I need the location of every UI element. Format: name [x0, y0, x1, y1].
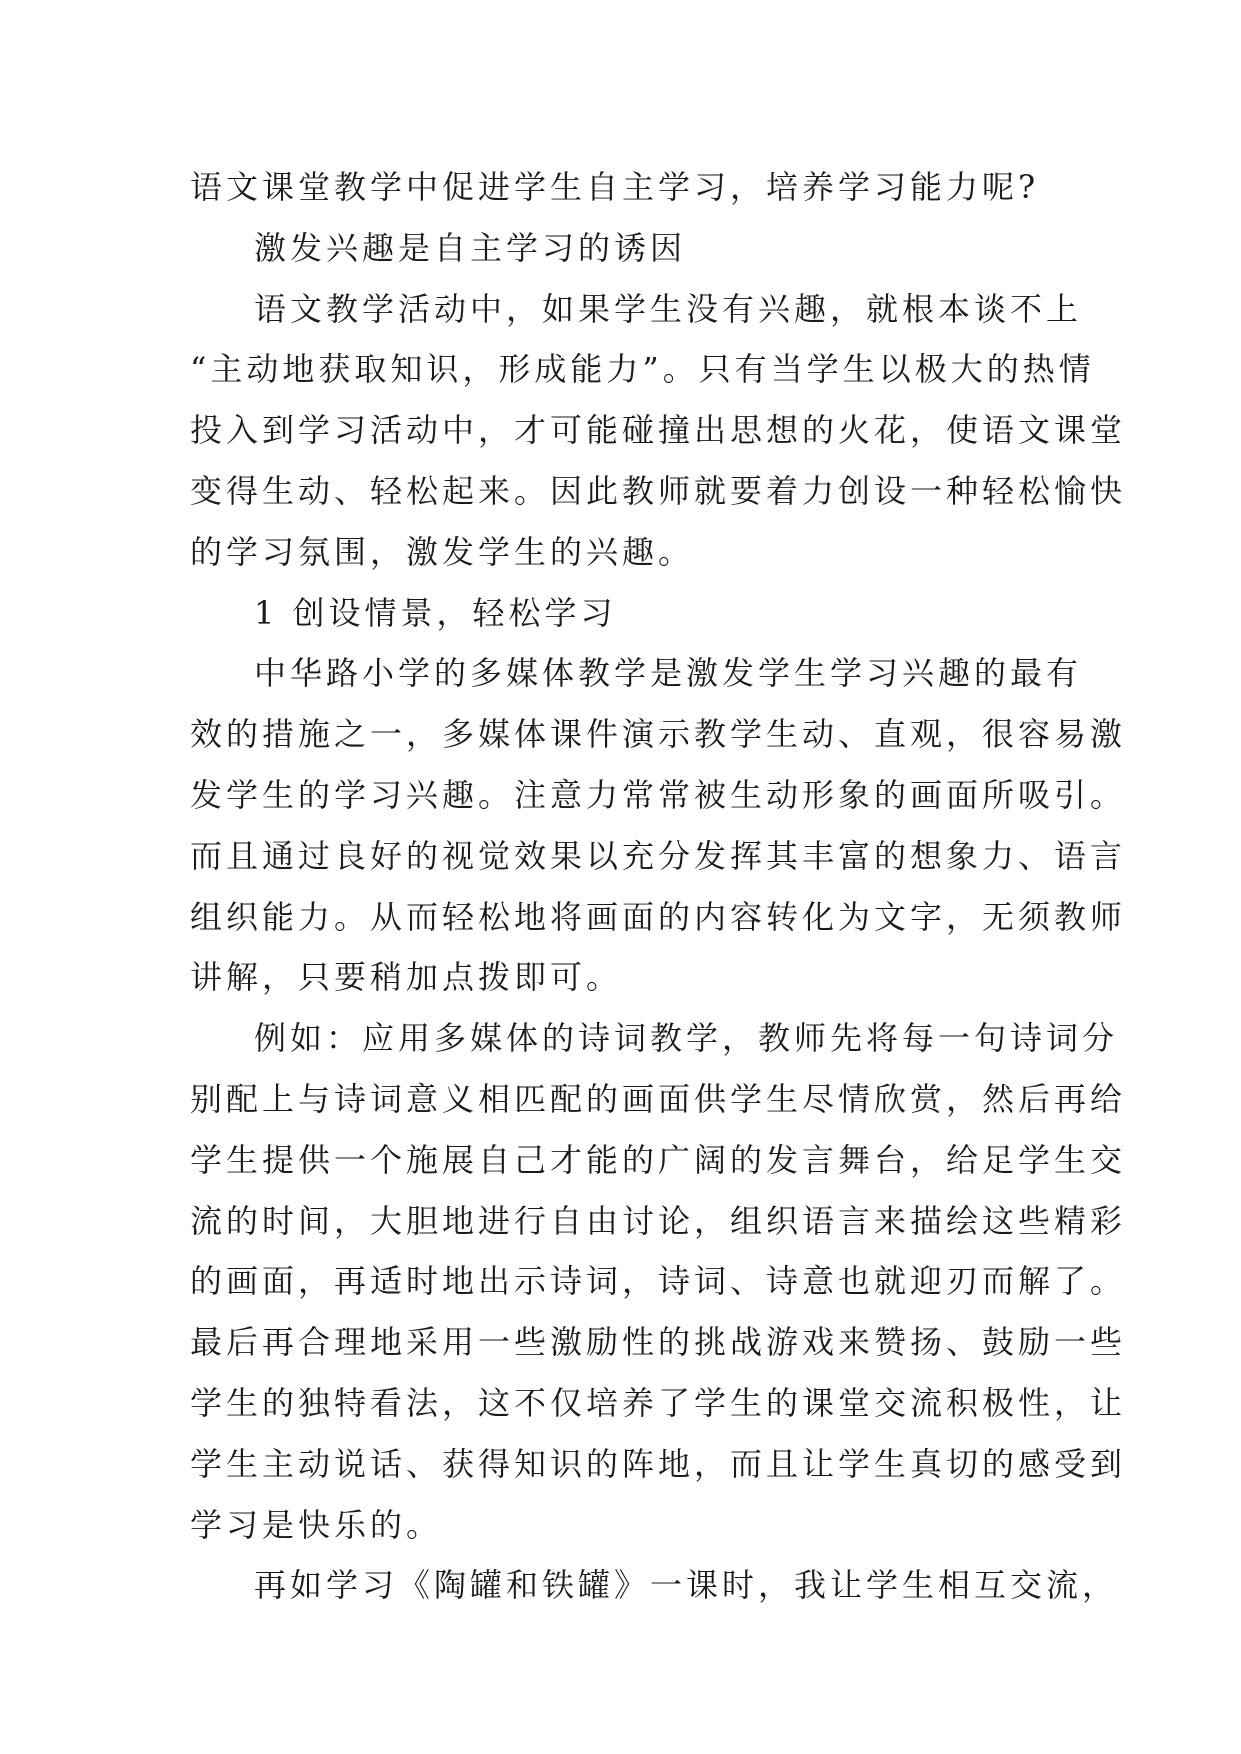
text-line: 学生的独特看法，这不仅培养了学生的课堂交流积极性，让: [190, 1383, 1127, 1422]
text-line: 而且通过良好的视觉效果以充分发挥其丰富的想象力、语言: [190, 836, 1127, 875]
body-text: [190, 157, 1127, 1616]
text-line: 变得生动、轻松起来。因此教师就要着力创设一种轻松愉快: [190, 471, 1127, 510]
text-line: 语文课堂教学中促进学生自主学习，培养学习能力呢?: [190, 168, 1040, 206]
text-line: “主动地获取知识，形成能力”。只有当学生以极大的热情: [190, 350, 1095, 389]
text-line: 中华路小学的多媒体教学是激发学生学习兴趣的最有: [254, 654, 1083, 693]
text-line: 学习是快乐的。: [190, 1505, 443, 1544]
text-line: 例如：应用多媒体的诗词教学，教师先将每一句诗词分: [254, 1019, 1119, 1058]
text-line: 最后再合理地采用一些激励性的挑战游戏来赞扬、鼓励一些: [190, 1323, 1127, 1362]
text-line: 投入到学习活动中，才可能碰撞出思想的火花，使语文课堂: [190, 411, 1127, 450]
text-line: 流的时间，大胆地进行自由讨论，组织语言来描绘这些精彩: [190, 1201, 1127, 1240]
text-line: 别配上与诗词意义相匹配的画面供学生尽情欣赏，然后再给: [190, 1079, 1127, 1118]
text-line: 讲解，只要稍加点拨即可。: [190, 958, 623, 997]
text-line: 效的措施之一，多媒体课件演示教学生动、直观，很容易激: [190, 715, 1127, 754]
text-line: 学生主动说话、获得知识的阵地，而且让学生真切的感受到: [190, 1444, 1127, 1483]
text-line: 组织能力。从而轻松地将画面的内容转化为文字，无须教师: [190, 897, 1127, 936]
text-line: 的学习氛围，激发学生的兴趣。: [190, 532, 695, 571]
text-line: 语文教学活动中，如果学生没有兴趣，就根本谈不上: [254, 289, 1083, 328]
text-line: 发学生的学习兴趣。注意力常常被生动形象的画面所吸引。: [190, 775, 1127, 814]
text-line: 1 创设情景，轻松学习: [254, 593, 617, 632]
text-line: 再如学习《陶罐和铁罐》一课时，我让学生相互交流，: [254, 1566, 1119, 1605]
text-line: 学生提供一个施展自己才能的广阔的发言舞台，给足学生交: [190, 1140, 1127, 1179]
text-line: 激发兴趣是自主学习的诱因: [254, 228, 687, 267]
text-line: 的画面，再适时地出示诗词，诗词、诗意也就迎刃而解了。: [190, 1262, 1127, 1301]
